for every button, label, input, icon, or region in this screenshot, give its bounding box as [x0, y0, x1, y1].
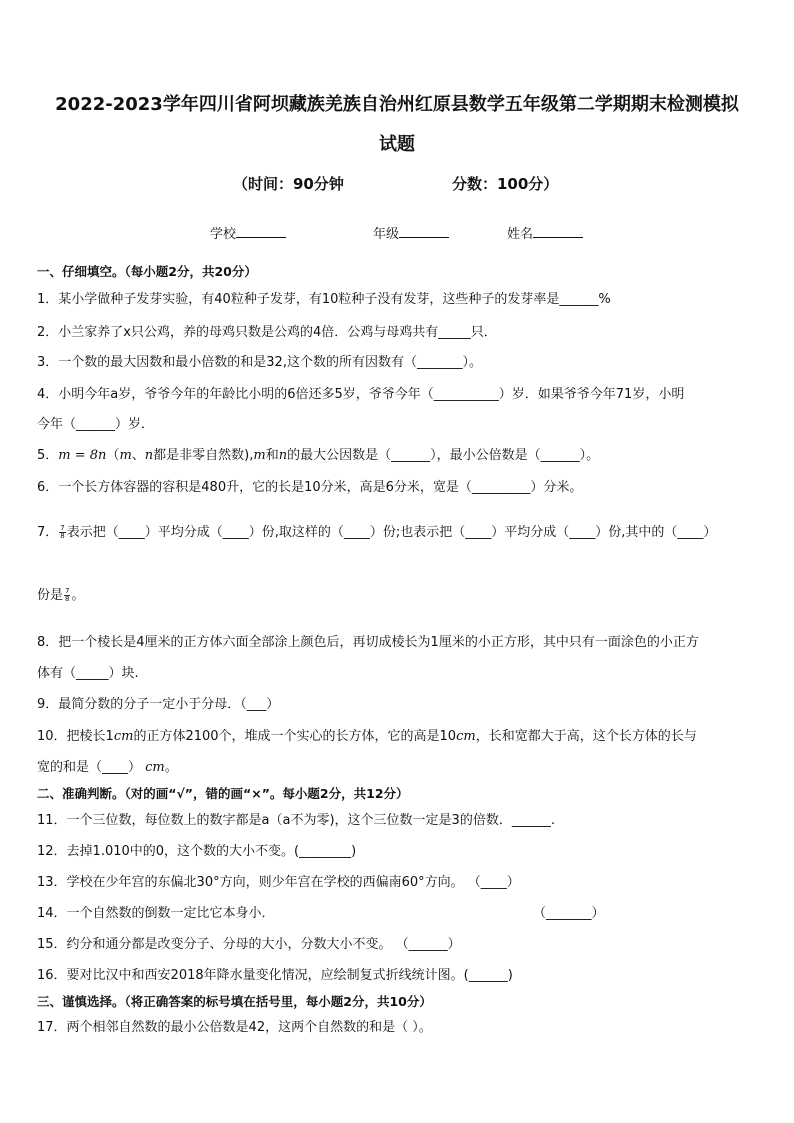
question-8-cont: 体有（_____）块.: [37, 666, 139, 681]
question-17: 17．两个相邻自然数的最小公倍数是42，这两个自然数的和是（ ）。: [37, 1020, 432, 1035]
question-14-blank: （_______）: [533, 906, 605, 921]
name-blank: [533, 225, 583, 238]
question-3: 3．一个数的最大因数和最小倍数的和是32,这个数的所有因数有（_______）。: [37, 355, 482, 370]
question-7: [37, 525, 716, 541]
question-15: 15．约分和通分都是改变分子、分母的大小，分数大小不变。 （______）: [37, 937, 461, 952]
school-field: [210, 223, 286, 242]
q5-expression: m = 8n: [58, 448, 107, 463]
question-10-cont: [37, 760, 178, 776]
question-11: 11．一个三位数，每位数上的数字都是a（a不为零)，这个三位数一定是3的倍数．______.: [37, 813, 555, 828]
question-10: [37, 729, 697, 745]
unit-cm: cm: [456, 729, 476, 744]
q5-var-m: m: [253, 448, 266, 463]
question-4-cont: 今年（______）岁．: [37, 417, 155, 432]
q5-text: 、: [131, 448, 145, 463]
school-label: 学校: [210, 227, 237, 242]
exam-score: 分数：100分）: [452, 175, 559, 193]
fraction-numerator: 7: [65, 587, 70, 595]
q5-text: 的最大公因数是（______），最小公倍数是（______）。: [287, 448, 600, 463]
question-14: 14．一个自然数的倒数一定比它本身小．: [37, 906, 275, 921]
fraction-seven-eighths: [59, 525, 65, 540]
q10-text: ，长和宽都大于高，这个长方体的长与: [475, 729, 697, 744]
unit-cm: cm: [145, 760, 165, 775]
q5-text: （: [106, 448, 120, 463]
q5-var-n: n: [278, 448, 288, 463]
q5-text: 都是非零自然数),: [153, 448, 254, 463]
q10-cont-text: 宽的和是（____）: [37, 760, 142, 775]
q7-cont-text: 份是: [37, 588, 64, 603]
question-4: 4．小明今年a岁，爷爷今年的年龄比小明的6倍还多5岁，爷爷今年（__________）岁．如果爷爷今年71岁，小明: [37, 387, 685, 402]
school-blank: [236, 225, 286, 238]
q5-number: 5．: [37, 448, 59, 463]
exam-title-line1: 2022-2023学年四川省阿坝藏族羌族自治州红原县数学五年级第二学期期末检测模拟: [55, 94, 739, 115]
exam-title-line2: 试题: [379, 134, 415, 155]
q5-text: 和: [265, 448, 279, 463]
q10-cont-end: 。: [164, 760, 178, 775]
q7-text: 表示把（____）平均分成（____）份,取这样的（____）份;也表示把（____）平均分成（____）份,其中的（____）: [66, 525, 717, 540]
fraction-denominator: 8: [65, 595, 70, 603]
question-13: 13．学校在少年宫的东偏北30°方向，则少年宫在学校的西偏南60°方向。 （____）: [37, 875, 520, 890]
exam-time: （时间：90分钟: [233, 175, 344, 193]
question-16: 16．要对比汉中和西安2018年降水量变化情况，应绘制复式折线统计图。(______): [37, 968, 513, 983]
name-field: [507, 223, 583, 242]
q10-text: 的正方体2100个，堆成一个实心的长方体，它的高是10: [133, 729, 457, 744]
grade-label: 年级: [373, 227, 400, 242]
fraction-numerator: 7: [60, 524, 65, 532]
q7-number: 7．: [37, 525, 59, 540]
fraction-seven-eighths: [64, 588, 70, 603]
q7-end: 。: [71, 588, 85, 603]
section-heading-2: 二、准确判断。（对的画“√”，错的画“×”。每小题2分，共12分）: [37, 786, 409, 801]
question-1: 1．某小学做种子发芽实验，有40粒种子发芽，有10粒种子没有发芽，这些种子的发芽率是______%: [37, 292, 611, 307]
section-heading-1: 一、仔细填空。（每小题2分，共20分）: [37, 264, 257, 279]
question-6: 6．一个长方体容器的容积是480升，它的长是10分米，高是6分米，宽是（_________）分米。: [37, 480, 583, 495]
q5-var-m: m: [119, 448, 132, 463]
grade-field: [373, 223, 449, 242]
question-9: 9．最简分数的分子一定小于分母．（___）: [37, 697, 280, 712]
question-8: 8．把一个棱长是4厘米的正方体六面全部涂上颜色后，再切成棱长为1厘米的小正方形，其中只有一面涂色的小正方: [37, 635, 699, 650]
question-12: 12．去掉1.010中的0，这个数的大小不变。(________): [37, 844, 357, 859]
question-5: [37, 448, 599, 464]
unit-cm: cm: [113, 729, 134, 744]
section-heading-3: 三、谨慎选择。（将正确答案的标号填在括号里，每小题2分，共10分）: [37, 994, 432, 1009]
question-2: 2．小兰家养了x只公鸡，养的母鸡只数是公鸡的4倍．公鸡与母鸡共有_____只．: [37, 325, 497, 340]
fraction-denominator: 8: [60, 532, 65, 540]
name-label: 姓名: [507, 227, 534, 242]
question-7-cont: [37, 588, 85, 604]
q5-var-n: n: [144, 448, 154, 463]
grade-blank: [399, 225, 449, 238]
q10-text: 10．把棱长1: [37, 729, 114, 744]
